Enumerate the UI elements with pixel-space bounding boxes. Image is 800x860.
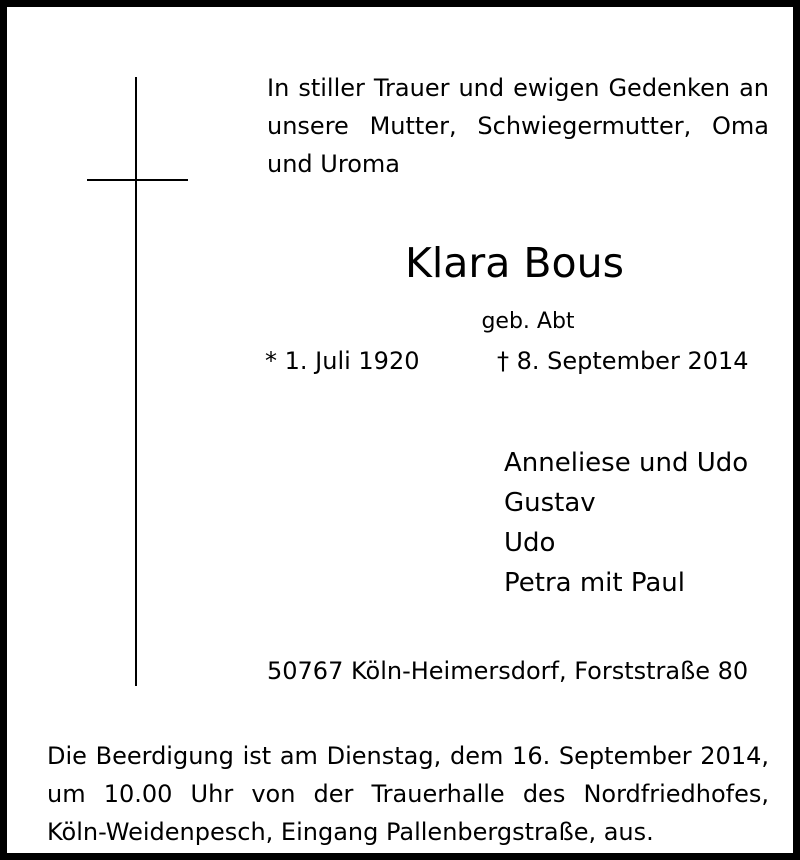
- death-date: † 8. September 2014: [497, 347, 749, 375]
- family-member: Gustav: [504, 488, 596, 518]
- deceased-name: Klara Bous: [405, 239, 624, 287]
- birth-date: * 1. Juli 1920: [265, 347, 420, 375]
- funeral-line: Köln-Weidenpesch, Eingang Pallenbergstraße, aus.: [47, 818, 654, 846]
- intro-line: unsere Mutter, Schwiegermutter, Oma: [267, 112, 769, 140]
- funeral-line: um 10.00 Uhr von der Trauerhalle des Nordfriedhofes,: [47, 780, 769, 808]
- intro-line: In stiller Trauer und ewigen Gedenken an: [267, 74, 769, 102]
- family-member: Petra mit Paul: [504, 568, 685, 598]
- cross-icon-crossbar: [87, 179, 188, 181]
- intro-line: und Uroma: [267, 150, 400, 178]
- family-list: [504, 443, 748, 603]
- family-member: Udo: [504, 528, 556, 558]
- funeral-line: Die Beerdigung ist am Dienstag, dem 16. September 2014,: [47, 742, 769, 770]
- address: 50767 Köln-Heimersdorf, Forststraße 80: [267, 657, 749, 685]
- family-member: Anneliese und Udo: [504, 448, 749, 478]
- maiden-name: geb. Abt: [481, 309, 575, 334]
- cross-icon: [135, 77, 137, 686]
- intro-text: [267, 69, 769, 183]
- funeral-notice: [47, 737, 769, 851]
